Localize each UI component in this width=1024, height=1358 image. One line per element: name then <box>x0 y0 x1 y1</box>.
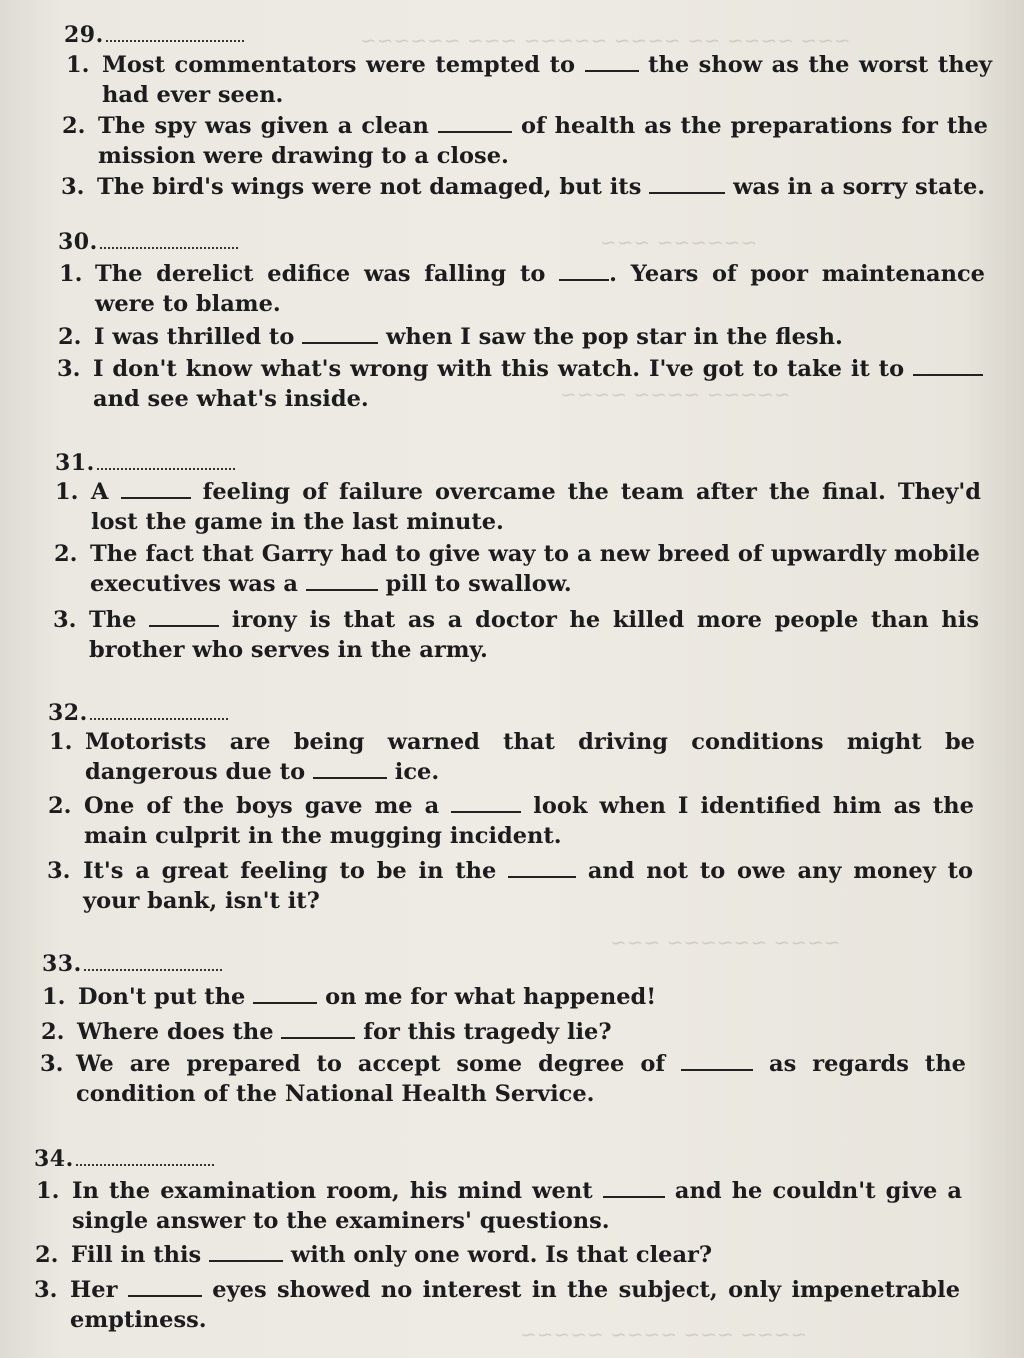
group-number: 32. <box>48 700 228 726</box>
answer-blank[interactable] <box>253 982 317 1004</box>
sentence-item: 3. It's a great feeling to be in the and not to owe any money to your bank, isn't it? <box>47 858 973 914</box>
answer-blank[interactable] <box>559 259 609 281</box>
bleed-through-text: ~~~ ~~~~ ~~ ~~~~ ~~~~~ ~~~ ~~~~~~ <box>360 28 851 52</box>
sentence-item: 3. I don't know what's wrong with this watch. I've got to take it to and see what's inside. <box>93 354 983 414</box>
sentence-item: 2. The spy was given a clean of health as the preparations for the mission were drawing to a close. <box>62 113 988 169</box>
group-number: 29. <box>64 22 244 48</box>
answer-blank[interactable] <box>438 111 512 133</box>
sentence-item: 2. Fill in this with only one word. Is that clear? <box>35 1242 713 1268</box>
bleed-through-text: ~~~~~~ ~~~ <box>600 230 758 254</box>
group-number: 34. <box>34 1146 214 1172</box>
answer-blank[interactable] <box>281 1017 355 1039</box>
group-number: 30. <box>58 229 238 255</box>
answer-blank[interactable] <box>508 856 576 878</box>
group-number: 33. <box>42 951 222 977</box>
sentence-item: 1. In the examination room, his mind went and he couldn't give a single answer to the examiners' questions. <box>36 1178 962 1234</box>
answer-blank[interactable] <box>121 477 191 499</box>
sentence-item: 1. The derelict edifice was falling to . Years of poor maintenance were to blame. <box>59 261 986 317</box>
answer-blank[interactable] <box>128 1275 202 1297</box>
sentence-item: 1. Motorists are being warned that driving conditions might be dangerous due to ice. <box>49 729 975 785</box>
bleed-through-text: ~~~~ ~~~~~~ ~~~ <box>610 930 841 954</box>
answer-blank[interactable] <box>149 605 219 627</box>
sentence-item: 2. I was thrilled to when I saw the pop star in the flesh. <box>58 324 843 350</box>
sentence-item: 2. Where does the for this tragedy lie? <box>41 1019 612 1045</box>
sentence-item: 2. One of the boys gave me a look when I identified him as the main culprit in the mugging incident. <box>48 793 974 849</box>
sentence-item: 3. The irony is that as a doctor he killed more people than his brother who serves in the army. <box>53 607 979 663</box>
group-number: 31. <box>55 450 235 476</box>
bleed-through-text: ~~~~ ~~~ ~~~~ ~~~~~ <box>520 1322 808 1346</box>
answer-blank[interactable] <box>913 354 983 376</box>
sentence-item: 1. Don't put the on me for what happened! <box>42 984 657 1010</box>
sentence-item: 3. We are prepared to accept some degree of as regards the condition of the National Health Service. <box>40 1051 967 1107</box>
bleed-through-text: ~~~~~ ~~~~ ~~~~ <box>560 382 791 406</box>
sentence-item: 1. A feeling of failure overcame the team after the final. They'd lost the game in the last minute. <box>55 479 981 535</box>
answer-blank[interactable] <box>681 1049 753 1071</box>
sentence-item: 2. The fact that Garry had to give way to a new breed of upwardly mobile executives was a pill to swallow. <box>54 541 980 597</box>
sentence-item: 3. Her eyes showed no interest in the subject, only impenetrable emptiness. <box>34 1277 961 1333</box>
sentence-item: 3. The bird's wings were not damaged, but its was in a sorry state. <box>61 174 986 200</box>
answer-blank[interactable] <box>585 50 639 72</box>
answer-blank[interactable] <box>209 1240 283 1262</box>
answer-blank[interactable] <box>313 757 387 779</box>
answer-blank[interactable] <box>302 322 378 344</box>
answer-blank[interactable] <box>649 172 725 194</box>
sentence-item: 1. Most commentators were tempted to the show as the worst they had ever seen. <box>66 52 992 108</box>
answer-blank[interactable] <box>603 1176 665 1198</box>
answer-blank[interactable] <box>451 791 521 813</box>
answer-blank[interactable] <box>306 569 378 591</box>
